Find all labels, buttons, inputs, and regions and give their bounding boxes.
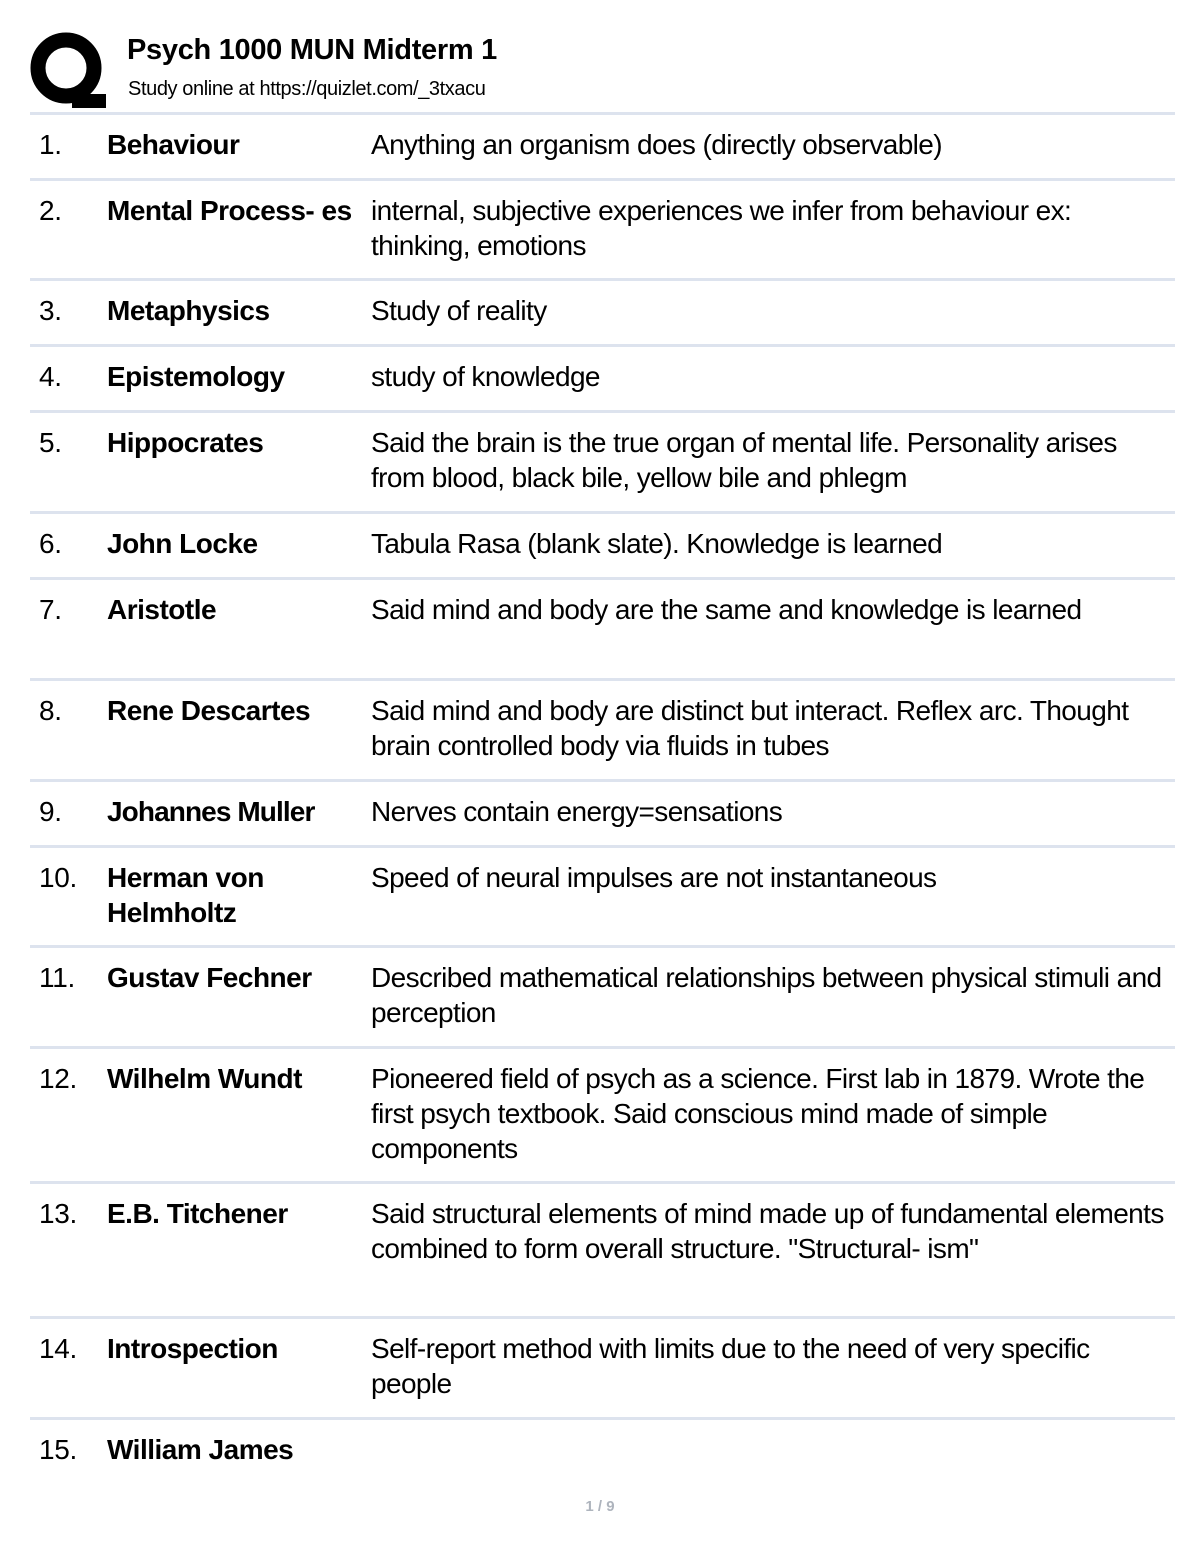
card-number: 9. <box>39 796 62 827</box>
card-number: 10. <box>39 862 78 893</box>
flashcard-row <box>30 1049 1175 1184</box>
card-term: Rene Descartes <box>107 695 311 726</box>
quizlet-logo-icon <box>30 32 106 108</box>
flashcard-row <box>30 115 1175 181</box>
card-term: William James <box>107 1434 294 1465</box>
page-header <box>30 30 1175 112</box>
card-number: 12. <box>39 1063 78 1094</box>
flashcard-row <box>30 782 1175 848</box>
study-link[interactable]: Study online at https://quizlet.com/_3txacu <box>128 78 486 100</box>
card-definition: Tabula Rasa (blank slate). Knowledge is learned <box>371 528 943 559</box>
flashcard-row <box>30 347 1175 413</box>
card-definition: Nerves contain energy=sensations <box>371 796 783 827</box>
card-number: 14. <box>39 1333 78 1364</box>
card-definition: Anything an organism does (directly observable) <box>371 129 942 160</box>
card-term: E.B. Titchener <box>107 1198 288 1229</box>
card-number: 2. <box>39 195 62 226</box>
flashcard-row <box>30 948 1175 1049</box>
flashcard-row <box>30 848 1175 948</box>
flashcard-row <box>30 1319 1175 1420</box>
card-definition: Pioneered field of psych as a science. First lab in 1879. Wrote the first psych textbook. Said conscious mind made of simple components <box>371 1063 1145 1164</box>
card-definition: Speed of neural impulses are not instantaneous <box>371 862 937 893</box>
card-definition: internal, subjective experiences we infer from behaviour ex: thinking, emotions <box>371 195 1072 261</box>
card-term: Wilhelm Wundt <box>107 1063 302 1094</box>
page-number: 1 / 9 <box>585 1498 615 1515</box>
card-term: Introspection <box>107 1333 278 1364</box>
flashcard-row <box>30 413 1175 514</box>
card-term: Metaphysics <box>107 295 270 326</box>
card-term: Mental Process- es <box>107 195 352 226</box>
flashcard-row <box>30 580 1175 681</box>
flashcard-row <box>30 681 1175 782</box>
card-number: 6. <box>39 528 62 559</box>
card-number: 5. <box>39 427 62 458</box>
card-definition: Said mind and body are the same and knowledge is learned <box>371 594 1082 625</box>
card-definition: Described mathematical relationships between physical stimuli and perception <box>371 962 1162 1028</box>
page-title: Psych 1000 MUN Midterm 1 <box>127 34 497 66</box>
card-term: Gustav Fechner <box>107 962 312 993</box>
card-number: 15. <box>39 1434 78 1465</box>
flashcard-row <box>30 181 1175 281</box>
card-term: John Locke <box>107 528 258 559</box>
card-number: 1. <box>39 129 62 160</box>
flashcard-list <box>30 112 1175 1486</box>
card-definition: Said structural elements of mind made up of fundamental elements combined to form overall structure. "Structural- ism" <box>371 1198 1164 1264</box>
card-term: Johannes Muller <box>107 796 315 827</box>
card-term: Hippocrates <box>107 427 264 458</box>
flashcard-row <box>30 281 1175 347</box>
card-definition: Said the brain is the true organ of mental life. Personality arises from blood, black bile, yellow bile and phlegm <box>371 427 1117 493</box>
card-number: 7. <box>39 594 62 625</box>
card-number: 8. <box>39 695 62 726</box>
card-number: 4. <box>39 361 62 392</box>
flashcard-row <box>30 1184 1175 1319</box>
card-number: 11. <box>39 962 75 993</box>
card-definition: Self-report method with limits due to the need of very specific people <box>371 1333 1090 1399</box>
card-term: Herman von Helmholtz <box>107 862 264 928</box>
card-definition: study of knowledge <box>371 361 600 392</box>
card-number: 13. <box>39 1198 78 1229</box>
card-term: Behaviour <box>107 129 240 160</box>
card-definition: Said mind and body are distinct but interact. Reflex arc. Thought brain controlled body via fluids in tubes <box>371 695 1129 761</box>
card-term: Epistemology <box>107 361 285 392</box>
card-term: Aristotle <box>107 594 217 625</box>
flashcard-row <box>30 514 1175 580</box>
card-number: 3. <box>39 295 62 326</box>
flashcard-row <box>30 1420 1175 1486</box>
card-definition: Study of reality <box>371 295 547 326</box>
